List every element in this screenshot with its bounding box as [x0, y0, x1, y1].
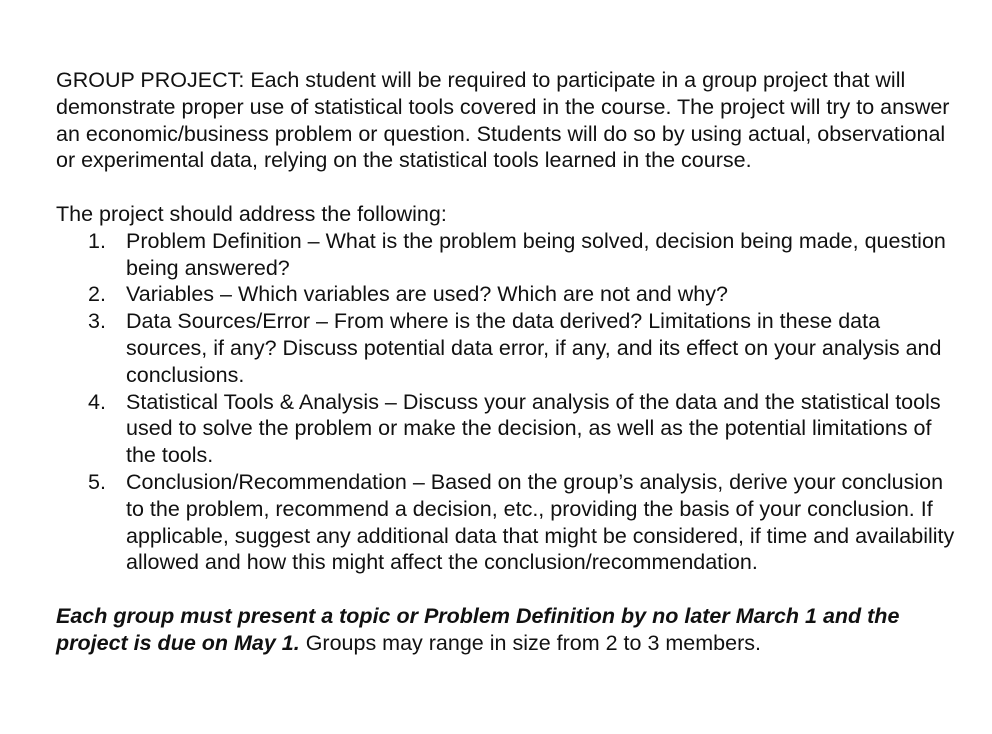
list-item-text: Statistical Tools & Analysis – Discuss your analysis of the data and the statistical tools used to solve the problem or make the decision, as well as the potential limitations of the tools.	[126, 389, 941, 468]
list-item	[56, 389, 961, 469]
deadline-emphasis: Each group must present a topic or Problem Definition by no later March 1 and the project is due on May 1.	[56, 603, 900, 655]
document-body	[56, 67, 961, 657]
list-item	[56, 469, 961, 576]
list-item-text: Variables – Which variables are used? Which are not and why?	[126, 282, 728, 307]
list-item-text: Data Sources/Error – From where is the data derived? Limitations in these data sources, if any? Discuss potential data error, if any, and its effect on your analysis and conclusions.	[126, 309, 942, 387]
list-item-text: Conclusion/Recommendation – Based on the group’s analysis, derive your conclusion to the problem, recommend a decision, etc., providing the basis of your conclusion. If applicable, suggest any additional data that might be considered, if time and availability allowed and how this might affect the conclusion/recommendation.	[126, 469, 955, 575]
list-item-number: 4.	[88, 389, 106, 414]
paragraph-spacer	[56, 576, 961, 603]
list-item-number: 1.	[88, 228, 106, 253]
list-item-text: Problem Definition – What is the problem being solved, decision being made, question being answered?	[126, 228, 946, 280]
list-item	[56, 228, 961, 282]
list-item-number: 2.	[88, 282, 106, 307]
list-item	[56, 281, 961, 308]
list-item-number: 5.	[88, 469, 106, 494]
list-item	[56, 308, 961, 388]
intro-paragraph: GROUP PROJECT: Each student will be required to participate in a group project that will demonstrate proper use of statistical tools covered in the course. The project will try to answer an economic/business problem or question. Students will do so by using actual, observational or experimental data, relying on the statistical tools learned in the course.	[56, 68, 950, 173]
paragraph-spacer	[56, 174, 961, 201]
requirements-list	[56, 228, 961, 576]
list-item-number: 3.	[88, 309, 106, 334]
deadline-paragraph	[56, 603, 961, 657]
list-lead: The project should address the following:	[56, 201, 447, 226]
deadline-rest: Groups may range in size from 2 to 3 members.	[299, 630, 761, 655]
